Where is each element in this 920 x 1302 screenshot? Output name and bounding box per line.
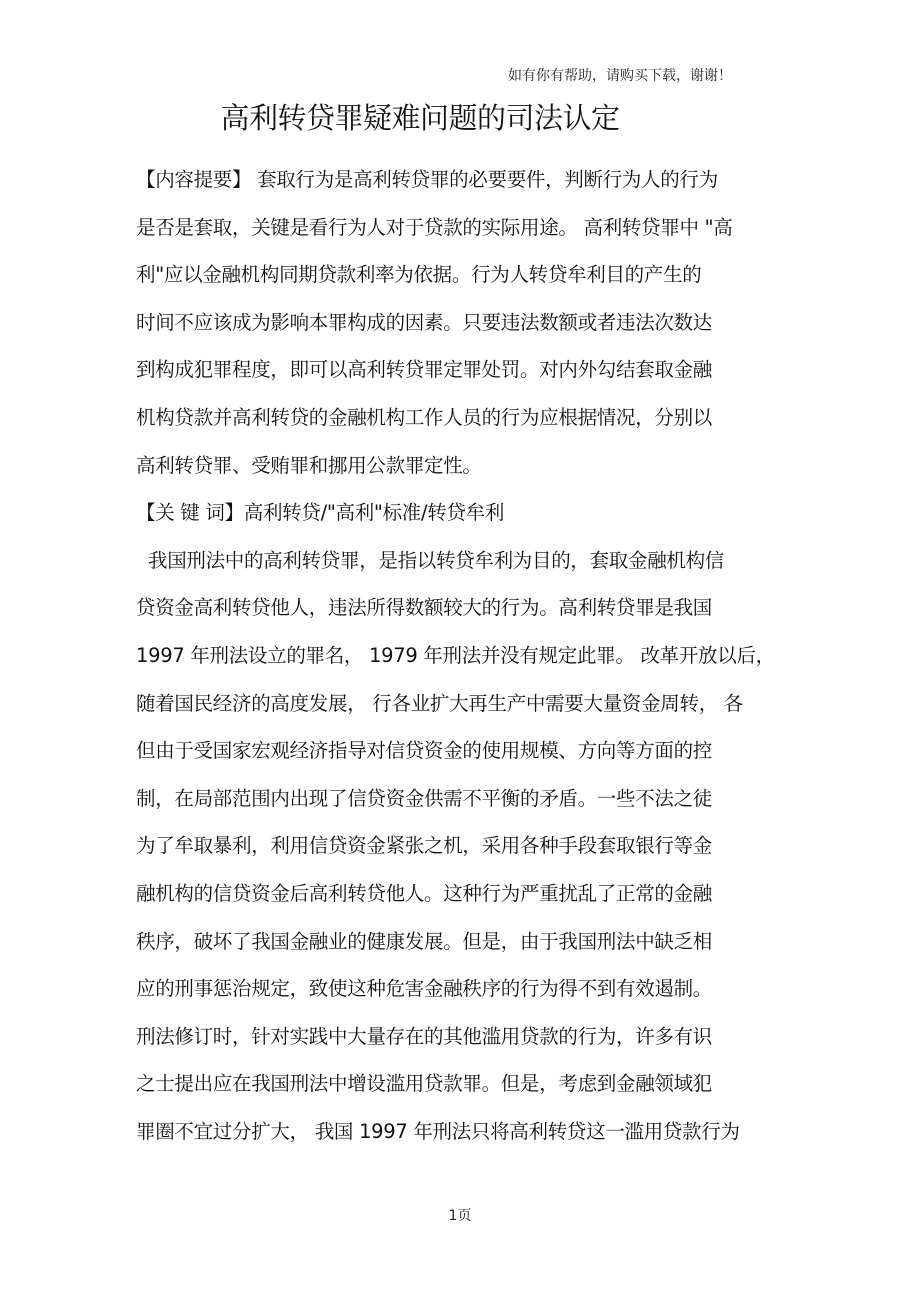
body-line: 随着国民经济的高度发展， 行各业扩大再生产中需要大量资金周转， 各: [136, 691, 743, 715]
body-line: 罪圈不宜过分扩大， 我国 1997 年刑法只将高利转贷这一滥用贷款行为: [136, 1119, 740, 1143]
abstract-line: 到构成犯罪程度，即可以高利转贷罪定罪处罚。对内外勾结套取金融: [136, 358, 713, 382]
body-line: 1997 年刑法设立的罪名， 1979 年刑法并没有规定此罪。 改革开放以后，: [136, 643, 775, 667]
abstract-line: 【内容提要】 套取行为是高利转贷罪的必要要件，判断行为人的行为: [136, 168, 718, 191]
document-title: 高利转贷罪疑难问题的司法认定: [220, 101, 620, 135]
body-line: 之士提出应在我国刑法中增设滥用贷款罪。但是，考虑到金融领域犯: [136, 1072, 713, 1096]
abstract-line: 机构贷款并高利转贷的金融机构工作人员的行为应根据情况，分别以: [136, 405, 713, 429]
body-line: 贷资金高利转贷他人，违法所得数额较大的行为。高利转贷罪是我国: [136, 596, 713, 620]
header-note: 如有你有帮助，请购买下载，谢谢！: [508, 68, 732, 84]
body-line: 刑法修订时，针对实践中大量存在的其他滥用贷款的行为，许多有识: [136, 1024, 713, 1048]
body-line: 我国刑法中的高利转贷罪，是指以转贷牟利为目的，套取金融机构信: [148, 548, 725, 572]
body-line: 制，在局部范围内出现了信贷资金供需不平衡的矛盾。一些不法之徒: [136, 786, 713, 810]
abstract-line: 是否是套取，关键是看行为人对于贷款的实际用途。 高利转贷罪中 "高: [136, 215, 733, 239]
body-line: 融机构的信贷资金后高利转贷他人。这种行为严重扰乱了正常的金融: [136, 881, 713, 905]
document-body: [136, 156, 775, 1155]
body-line: 但由于受国家宏观经济指导对信贷资金的使用规模、方向等方面的控: [136, 739, 713, 763]
body-line: 为了牟取暴利，利用信贷资金紧张之机，采用各种手段套取银行等金: [136, 834, 713, 858]
abstract-line: 高利转贷罪、受贿罪和挪用公款罪定性。: [136, 453, 482, 477]
body-line: 应的刑事惩治规定，致使这种危害金融秩序的行为得不到有效遏制。: [136, 977, 713, 1001]
body-line: 秩序，破坏了我国金融业的健康发展。但是，由于我国刑法中缺乏相: [136, 929, 713, 953]
abstract-line: 时间不应该成为影响本罪构成的因素。只要违法数额或者违法次数达: [136, 310, 713, 334]
abstract-line: 利"应以金融机构同期贷款利率为依据。行为人转贷牟利目的产生的: [136, 263, 702, 287]
page-number: 1页: [448, 1208, 472, 1224]
keywords-line: 【关 键 词】高利转贷/"高利"标准/转贷牟利: [136, 501, 505, 525]
